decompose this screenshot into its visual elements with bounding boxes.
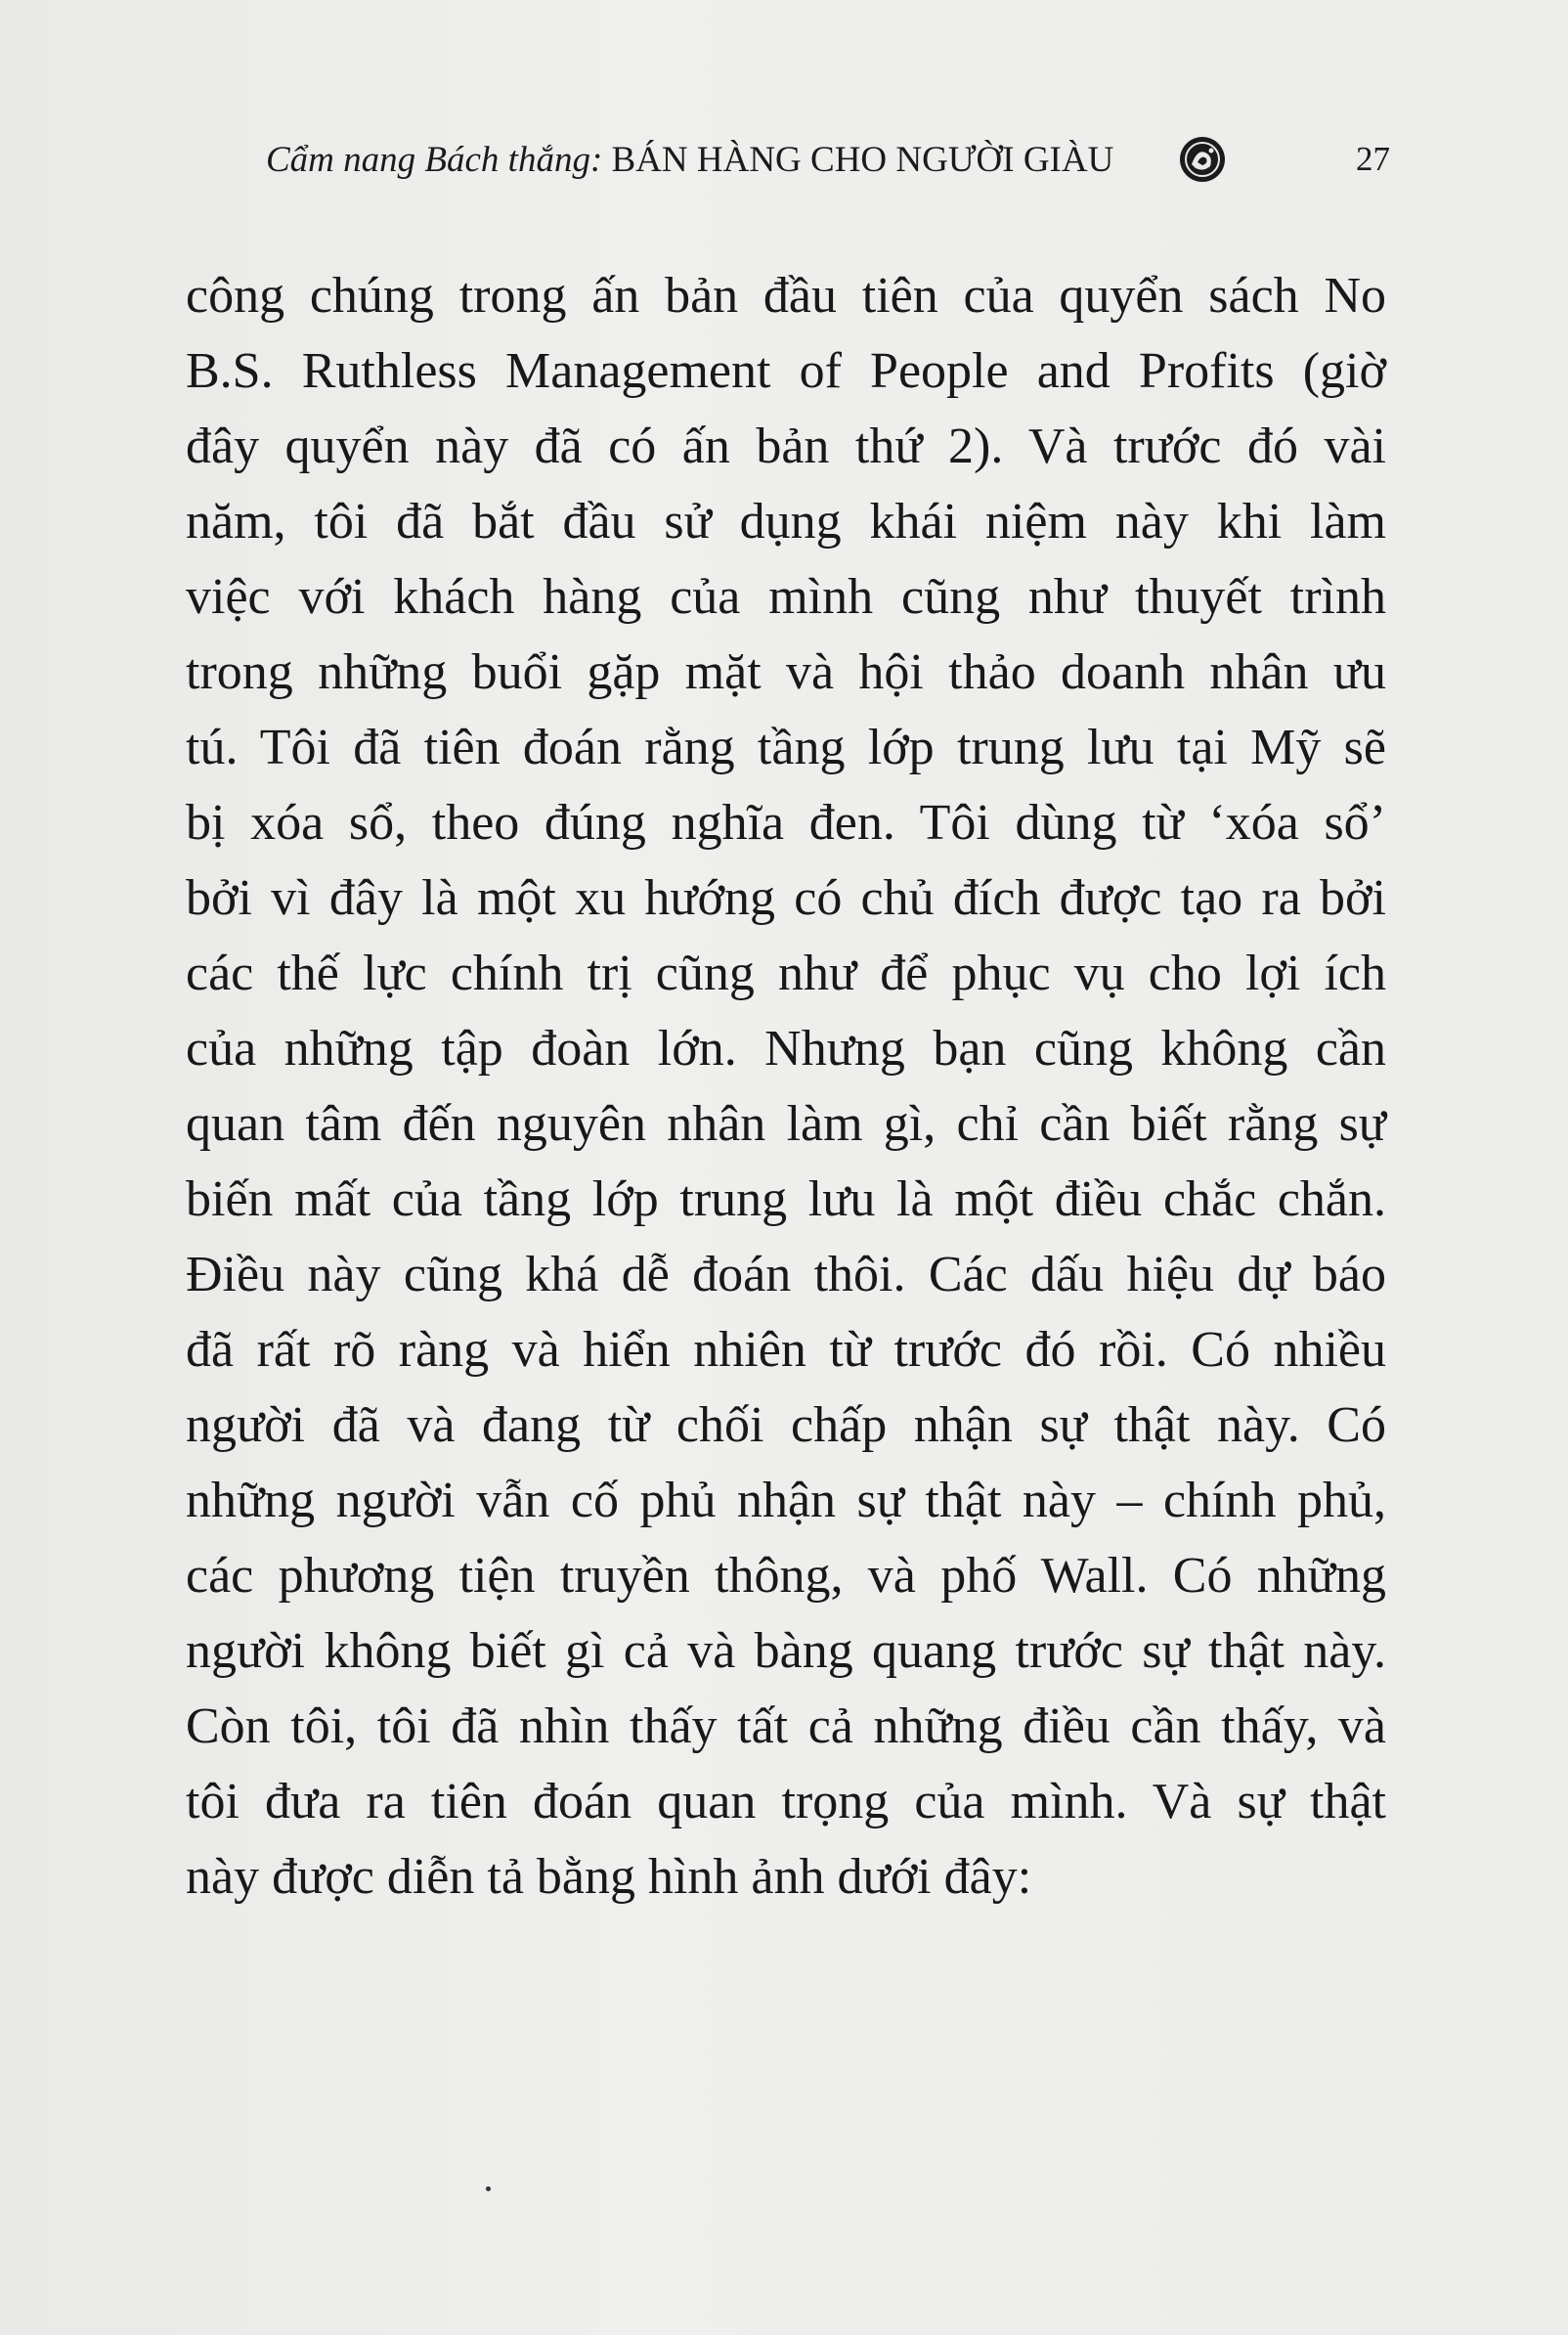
text-line: công chúng trong ấn bản đầu tiên của quyển sách No [186, 268, 1386, 324]
text-line: những người vẫn cố phủ nhận sự thật này – chính phủ, [186, 1473, 1386, 1528]
text-line: năm, tôi đã bắt đầu sử dụng khái niệm này khi làm [186, 494, 1386, 550]
running-header [266, 125, 1390, 194]
text-line: này được diễn tả bằng hình ảnh dưới đây: [186, 1849, 1032, 1905]
text-line: B.S. Ruthless Management of People and Profits (giờ [186, 343, 1386, 399]
ink-dot [486, 2186, 491, 2191]
text-line: trong những buổi gặp mặt và hội thảo doanh nhân ưu [186, 644, 1386, 700]
text-line: đây quyển này đã có ấn bản thứ 2). Và trước đó vài [186, 419, 1386, 474]
text-line: tôi đưa ra tiên đoán quan trọng của mình. Và sự thật [186, 1774, 1386, 1829]
text-line: các phương tiện truyền thông, và phố Wall. Có những [186, 1548, 1386, 1604]
text-line: của những tập đoàn lớn. Nhưng bạn cũng không cần [186, 1021, 1386, 1077]
text-line: việc với khách hàng của mình cũng như thuyết trình [186, 569, 1386, 625]
header-title [266, 139, 1113, 181]
header-title-italic: Cẩm nang Bách thắng: [266, 139, 612, 180]
text-line: quan tâm đến nguyên nhân làm gì, chỉ cần biết rằng sự [186, 1096, 1386, 1152]
publisher-logo-icon [1178, 135, 1227, 184]
page-number: 27 [1356, 140, 1390, 178]
text-line: bởi vì đây là một xu hướng có chủ đích được tạo ra bởi [186, 870, 1386, 926]
text-line: các thế lực chính trị cũng như để phục vụ cho lợi ích [186, 946, 1386, 1001]
text-line: người đã và đang từ chối chấp nhận sự thật này. Có [186, 1397, 1386, 1453]
header-title-upper: BÁN HÀNG CHO NGƯỜI GIÀU [611, 139, 1114, 180]
body-text [186, 258, 1386, 1915]
text-line: tú. Tôi đã tiên đoán rằng tầng lớp trung lưu tại Mỹ sẽ [186, 720, 1386, 775]
text-line: Điều này cũng khá dễ đoán thôi. Các dấu hiệu dự báo [186, 1247, 1386, 1302]
text-line: biến mất của tầng lớp trung lưu là một điều chắc chắn. [186, 1171, 1386, 1227]
text-line: đã rất rõ ràng và hiển nhiên từ trước đó rồi. Có nhiều [186, 1322, 1386, 1378]
text-line: người không biết gì cả và bàng quang trước sự thật này. [186, 1623, 1386, 1679]
text-line: Còn tôi, tôi đã nhìn thấy tất cả những điều cần thấy, và [186, 1698, 1386, 1754]
text-line: bị xóa sổ, theo đúng nghĩa đen. Tôi dùng từ ‘xóa sổ’ [186, 795, 1386, 851]
